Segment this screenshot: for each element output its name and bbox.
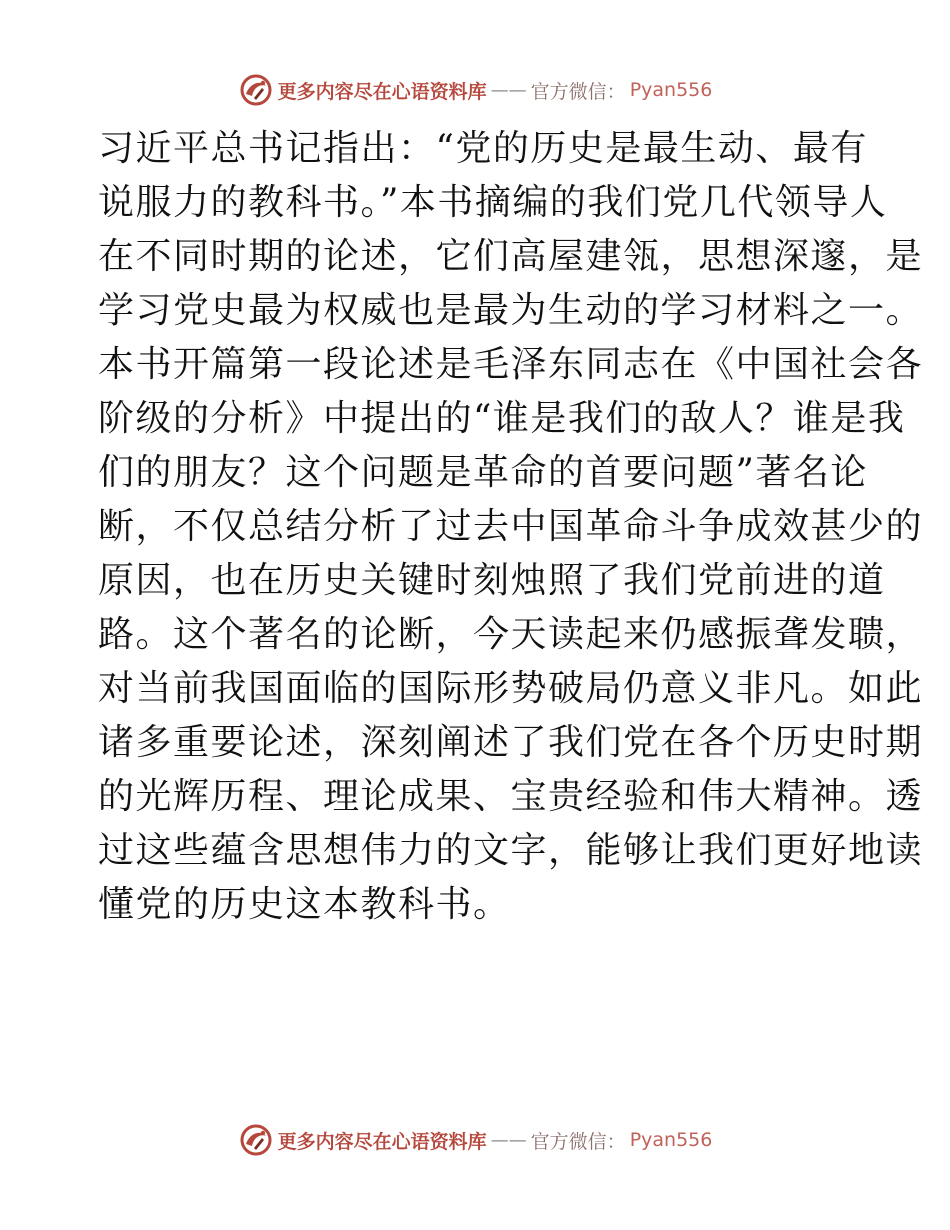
body-line: 路。这个著名的论断，今天读起来仍感振聋发聩， [98, 614, 924, 655]
footer-dash: —— [490, 1129, 527, 1151]
header-banner-content [238, 72, 713, 108]
body-line: 学习党史最为权威也是最为生动的学习材料之一。 [98, 290, 924, 331]
body-line: 说服力的教科书。”本书摘编的我们党几代领导人 [98, 182, 888, 223]
body-line: 阶级的分析》中提出的“谁是我们的敌人？谁是我 [98, 398, 906, 439]
red-swirl-logo-icon [238, 72, 274, 108]
body-line: 过这些蕴含思想伟力的文字，能够让我们更好地读 [98, 830, 924, 871]
footer-banner-content [238, 1122, 713, 1158]
footer-handle: Pyan556 [629, 1129, 713, 1151]
body-line: 断，不仅总结分析了过去中国革命斗争成效甚少的 [98, 506, 924, 547]
header-dash: —— [490, 79, 527, 101]
header-banner [0, 68, 950, 112]
body-line: 懂党的历史这本教科书。 [98, 884, 511, 925]
body-line: 诸多重要论述，深刻阐述了我们党在各个历史时期 [98, 722, 924, 763]
footer-banner [0, 1118, 950, 1162]
body-line: 们的朋友？这个问题是革命的首要问题”著名论 [98, 452, 868, 493]
body-line: 对当前我国面临的国际形势破局仍意义非凡。如此 [98, 668, 924, 709]
body-line: 原因，也在历史关键时刻烛照了我们党前进的道 [98, 560, 886, 601]
header-sub-text: 官方微信： [530, 80, 626, 103]
document-body [98, 122, 924, 932]
header-handle: Pyan556 [629, 79, 713, 101]
body-line: 的光辉历程、理论成果、宝贵经验和伟大精神。透 [98, 776, 924, 817]
footer-sub-text: 官方微信： [530, 1130, 626, 1153]
footer-brand-text: 更多内容尽在心语资料库 [277, 1130, 487, 1153]
body-line: 习近平总书记指出：“党的历史是最生动、最有 [98, 128, 868, 169]
red-swirl-logo-icon [238, 1122, 274, 1158]
header-brand-text: 更多内容尽在心语资料库 [277, 80, 487, 103]
body-line: 本书开篇第一段论述是毛泽东同志在《中国社会各 [98, 344, 924, 385]
body-line: 在不同时期的论述，它们高屋建瓴，思想深邃，是 [98, 236, 924, 277]
